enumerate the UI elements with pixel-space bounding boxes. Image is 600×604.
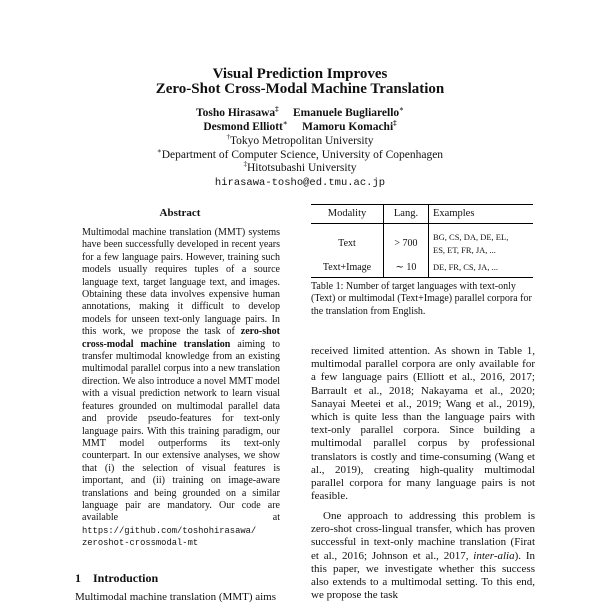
- abstract-body: [82, 227, 280, 550]
- affiliation-mark: ∗: [156, 147, 162, 156]
- author-mark: ∗: [282, 119, 288, 128]
- author-email: hirasawa-tosho@ed.tmu.ac.jp: [214, 177, 386, 189]
- languages-table: [311, 204, 533, 278]
- table-cell-modality: Text: [311, 224, 384, 258]
- abstract-heading: Abstract: [159, 207, 201, 219]
- table-header-cell: Modality: [311, 205, 384, 224]
- affiliation-mark: ‡: [243, 160, 247, 169]
- introduction-first-line: Multimodal machine translation (MMT) aims: [75, 591, 277, 603]
- table-cell-examples: [429, 224, 534, 258]
- table-1: [311, 204, 533, 278]
- table-cell-lang: > 700: [384, 224, 429, 258]
- author-mark: ‡: [393, 119, 397, 128]
- table-cell-lang: ∼ 10: [384, 258, 429, 278]
- section-title: Introduction: [93, 571, 159, 585]
- code-url[interactable]: https://github.com/toshohirasawa/: [82, 525, 257, 536]
- abstract-text: Multimodal machine translation (MMT) systems have been successfully developed in recent years for a few language pairs. However, training such models usually requires tuples of a source language text, target language text, and images. Obtaining these data involves expensive human annotations, making it difficult to develop models for unseen text-only language pairs. In this work, we propose the task of: [82, 227, 280, 338]
- right-paragraph-2: [311, 510, 535, 602]
- examples-line: ES, ET, FR, JA, ...: [433, 244, 496, 255]
- affiliation-mark: †: [226, 133, 230, 142]
- table-header-cell: Lang.: [384, 205, 429, 224]
- affiliation: [0, 148, 600, 162]
- paper-title-line-2: Zero-Shot Cross-Modal Machine Translation: [155, 81, 445, 97]
- authors-line-1: [0, 106, 600, 120]
- table-cell-examples: DE, FR, CS, JA, ...: [433, 261, 498, 272]
- paragraph-text: One approach to addressing this problem is zero-shot cross-lingual transfer, which has proven successful in text-only machine translation (Firat et al., 2016; Johnson et al., 2017,: [311, 510, 535, 562]
- table-cell-modality: Text+Image: [311, 258, 384, 278]
- author-name: Tosho Hirasawa: [195, 107, 276, 119]
- table-caption: Table 1: Number of target languages with text-only (Text) or multimodal (Text+Image) parallel corpora for the translation from English.: [311, 281, 532, 317]
- authors-line-2: [0, 120, 600, 134]
- affiliation-text: Tokyo Metropolitan University: [229, 135, 374, 147]
- table-row: [311, 258, 533, 278]
- author-mark: ∗: [399, 105, 405, 114]
- section-number: 1: [75, 571, 81, 585]
- affiliation: [0, 161, 600, 175]
- affiliation-text: Department of Computer Science, University of Copenhagen: [161, 149, 444, 161]
- abstract-text: aiming to transfer multimodal knowledge from an existing multimodal parallel corpus into a new translation direction. We also introduce a novel MMT model with a visual prediction network to learn visual features grounded on multimodal parallel data and provide pseudo-features for text-only language pairs. With this training paradigm, our MMT model outperforms its text-only counterpart. In our extensive analyses, we show that (i) the selection of visual features is important, and (ii) training on image-aware translations and being grounded on a similar language pair are mandatory. Our code are available at: [82, 338, 280, 524]
- examples-line: BG, CS, DA, DE, EL,: [433, 231, 509, 242]
- paragraph-text: ). In this paper, we investigate whether this success also extends to a multimodal setting. To this end, we propose the task: [311, 549, 536, 602]
- table-header-cell: Examples: [433, 208, 475, 219]
- right-paragraph-1: received limited attention. As shown in Table 1, multimodal parallel corpora are only available for a few language pairs (Elliott et al., 2016, 2017; Barrault et al., 2018; Nakayama et al., 2020; Sanayai Meetei et al., 2019; Wang et al., 2019), which is quite less than the language pairs with text-only parallel corpora. Since building a multimodal parallel corpus by professional translators is costly and time-consuming (Wang et al., 2019), creating high-quality multimodal parallel corpora for many language pairs is not feasible.: [311, 345, 535, 503]
- author-name: Mamoru Komachi: [302, 121, 394, 133]
- paragraph-italic: inter-alia: [473, 549, 515, 562]
- section-heading-introduction: [75, 571, 158, 586]
- abstract-task-name: zero-shot cross-modal machine translation: [82, 326, 280, 350]
- table-row: [311, 224, 533, 258]
- paper-title-line-1: Visual Prediction Improves: [212, 66, 388, 82]
- code-url-cont[interactable]: zeroshot-crossmodal-mt: [82, 538, 199, 549]
- affiliation: [0, 134, 600, 148]
- table-header-row: [311, 205, 533, 224]
- author-name: Emanuele Bugliarello: [293, 107, 400, 119]
- affiliation-text: Hitotsubashi University: [246, 162, 357, 174]
- author-mark: ‡: [275, 105, 279, 114]
- author-name: Desmond Elliott: [203, 121, 283, 133]
